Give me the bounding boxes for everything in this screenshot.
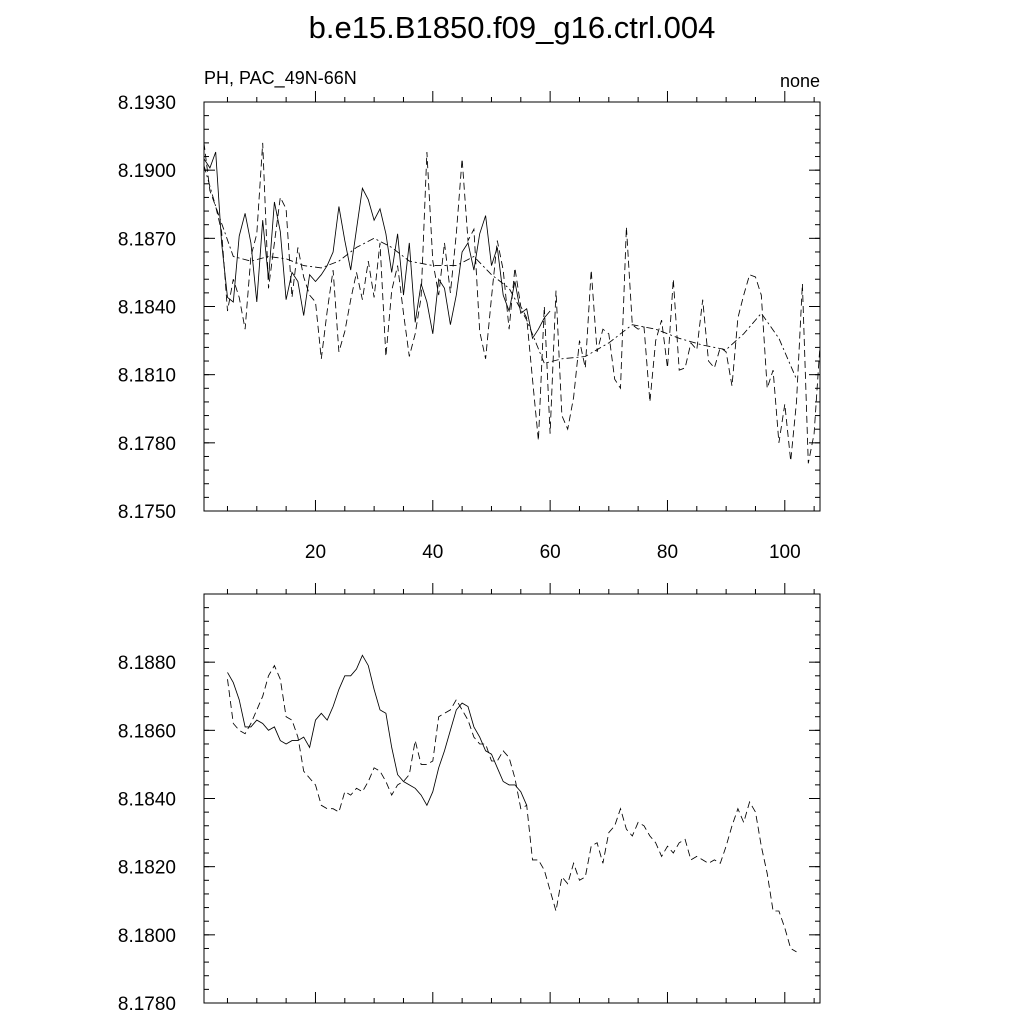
y-tick-label: 8.1800 xyxy=(117,925,176,947)
left-subtitle: PH, PAC_49N-66N xyxy=(204,68,357,88)
y-tick-label: 8.1750 xyxy=(117,502,176,523)
y-tick-label: 8.1810 xyxy=(117,365,176,387)
y-tick-label: 8.1860 xyxy=(117,721,176,743)
x-tick-label: 40 xyxy=(422,542,444,563)
right-subtitle: none xyxy=(779,71,820,91)
top-panel xyxy=(118,91,820,563)
x-tick-label: 60 xyxy=(539,542,561,563)
x-tick-label: 100 xyxy=(768,542,801,563)
y-tick-label: 8.1900 xyxy=(117,161,176,183)
y-tick-label: 8.1780 xyxy=(117,994,176,1015)
y-tick-label: 8.1840 xyxy=(117,297,176,319)
y-tick-label: 8.1840 xyxy=(117,789,176,811)
series-line-solid xyxy=(228,655,527,805)
figure-title: b.e15.B1850.f09_g16.ctrl.004 xyxy=(308,10,716,45)
y-tick-label: 8.1870 xyxy=(117,229,176,251)
y-tick-label: 8.1930 xyxy=(117,93,176,114)
bottom-panel xyxy=(118,583,820,1015)
series-line-dashed xyxy=(228,666,797,952)
y-tick-label: 8.1880 xyxy=(117,653,176,675)
x-tick-label: 80 xyxy=(656,542,679,563)
plot-frame xyxy=(204,594,820,1003)
y-tick-label: 8.1780 xyxy=(117,433,176,455)
plot-frame xyxy=(204,102,820,511)
series-line-dashed xyxy=(204,143,820,463)
x-tick-label: 20 xyxy=(304,542,327,563)
y-tick-label: 8.1820 xyxy=(117,857,176,879)
